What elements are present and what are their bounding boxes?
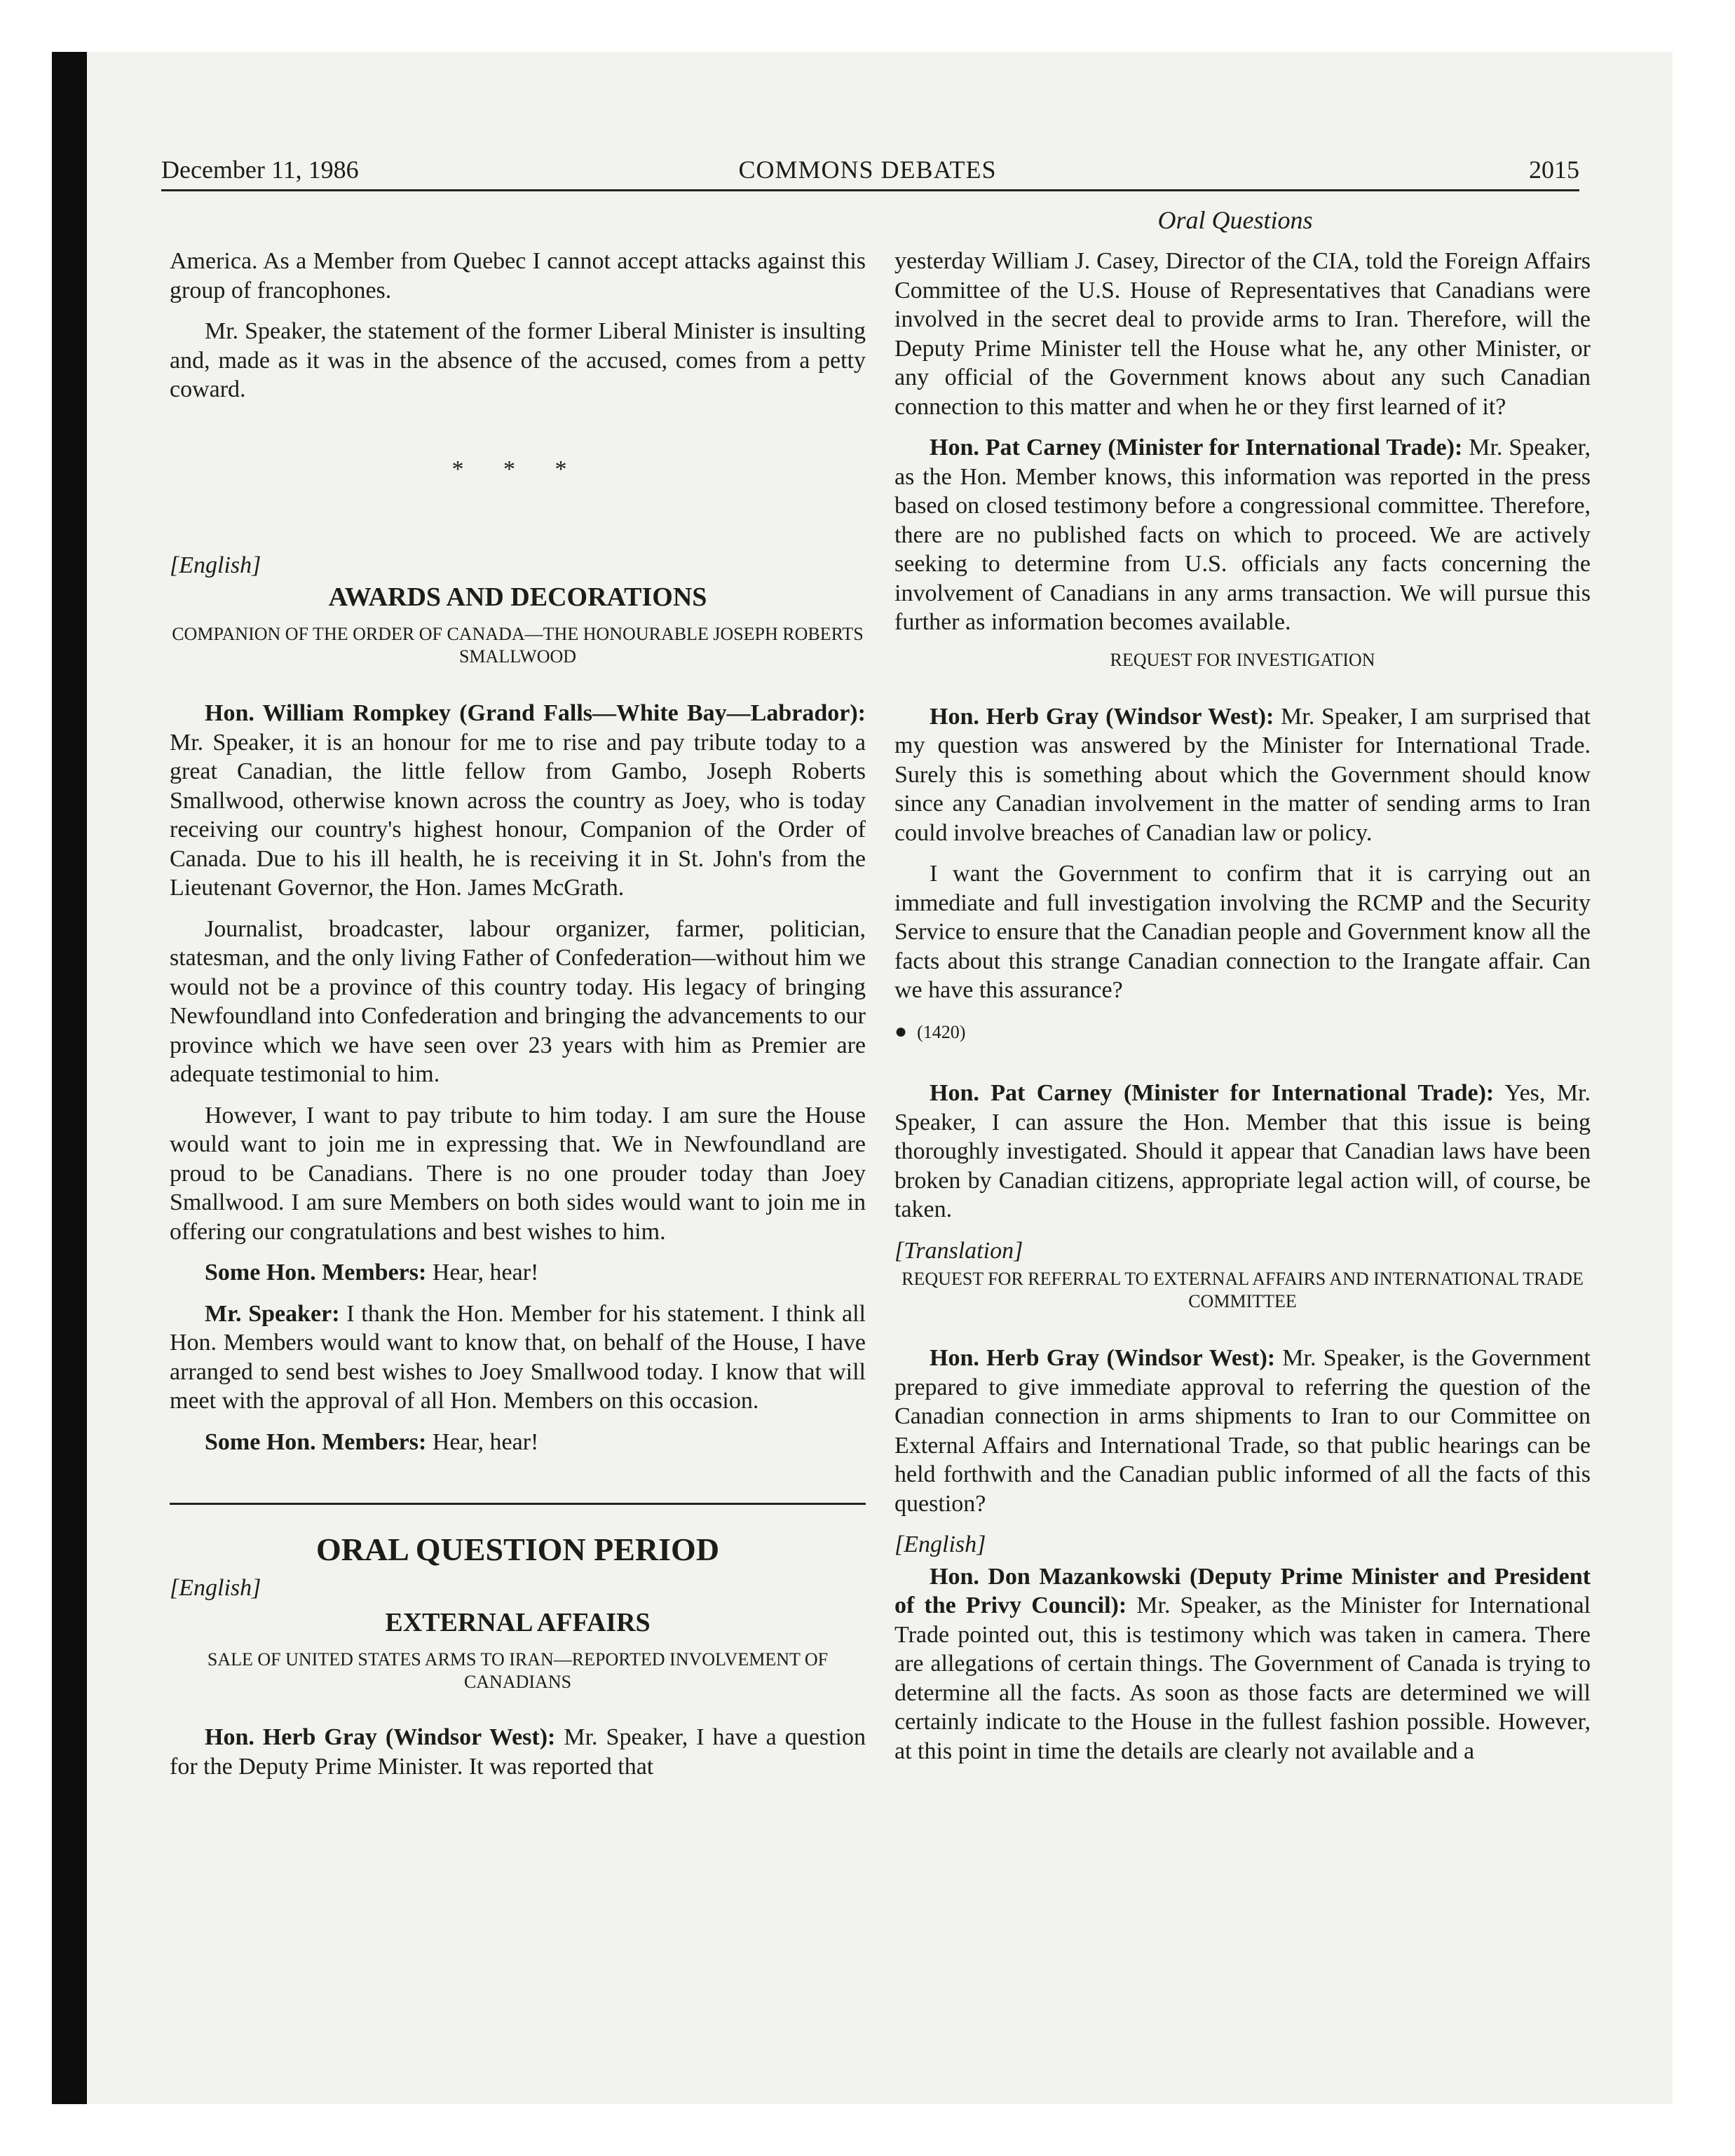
speech-text: Mr. Speaker, I have a question for the Deputy Prime Minister. It was reported that (170, 1724, 866, 1780)
paragraph: Mr. Speaker, the statement of the former Liberal Minister is insulting and, made as it was in the absence of the accused, comes from a petty coward. (170, 318, 866, 402)
paragraph (170, 1723, 866, 1781)
speech-text: Mr. Speaker, as the Hon. Member knows, this information was reported in the press based on closed testimony before a congressional committee. Therefore, there are no published facts on which to proceed. We are actively seeking to determine from U.S. officials any facts concerning the involvement of Canadians in any arms transaction. We will pursue this further as information becomes available. (894, 435, 1591, 635)
header-title: COMMONS DEBATES (738, 156, 997, 184)
paragraph: I want the Government to confirm that it is carrying out an immediate and full investigation involving the RCMP and the Security Service to ensure that the Canadian people and Government know all the facts about this strange Canadian connection to the Irangate affair. Can we have this assurance? (894, 861, 1591, 1003)
speaker-name: Hon. William Rompkey (Grand Falls—White Bay—Labrador): (205, 700, 866, 726)
speaker-name: Hon. Herb Gray (Windsor West): (930, 703, 1274, 730)
oral-question-period-heading: ORAL QUESTION PERIOD (315, 1531, 720, 1567)
speaker-name: Some Hon. Members: (205, 1260, 427, 1285)
subheading: REQUEST FOR INVESTIGATION (1110, 649, 1375, 670)
speech-text: Hear, hear! (426, 1428, 539, 1455)
section-heading: AWARDS AND DECORATIONS (328, 582, 707, 612)
paragraph: America. As a Member from Quebec I cannot accept attacks against this group of francophones. (170, 248, 866, 303)
paragraph (894, 433, 1591, 637)
section-rule (170, 1503, 866, 1505)
bullet-icon: ● (894, 1019, 908, 1043)
time-marker-text: (1420) (917, 1021, 966, 1042)
subheading: REQUEST FOR REFERRAL TO EXTERNAL AFFAIRS AND INTERNATIONAL TRADE COMMITTEE (901, 1269, 1584, 1311)
speaker-name: Hon. Pat Carney (Minister for International Trade): (930, 435, 1463, 460)
paragraph (894, 1344, 1591, 1518)
subheading: SALE OF UNITED STATES ARMS TO IRAN—REPORTED INVOLVEMENT OF CANADIANS (207, 1649, 829, 1692)
speaker-name: Hon. Herb Gray (Windsor West): (930, 1345, 1276, 1371)
section-separator: * * * (451, 456, 584, 482)
language-tag: [English] (894, 1531, 986, 1557)
paragraph (170, 699, 866, 903)
paragraph: Journalist, broadcaster, labour organizer, farmer, politician, statesman, and the only living Father of Confederation—without him we would not be a province of this country today. His legacy of bringing Newfoundland into Confederation and bringing the advancements to our province which we have seen over 23 years with him as Premier are adequate testimonial to him. (170, 915, 866, 1087)
speech-text: Hear, hear! (426, 1260, 539, 1285)
language-tag: [English] (170, 552, 261, 578)
paragraph (170, 1428, 866, 1457)
speaker-name: Hon. Pat Carney (Minister for International Trade): (930, 1080, 1495, 1106)
speaker-name: Hon. Herb Gray (Windsor West): (205, 1724, 556, 1750)
header-page-number: 2015 (1529, 156, 1579, 184)
language-tag: [English] (170, 1575, 261, 1601)
speech-text: I thank the Hon. Member for his statement. I think all Hon. Members would want to know that, on behalf of the House, I have arranged to send best wishes to Joey Smallwood today. I know that will meet with the approval of all Hon. Members on this occasion. (170, 1300, 866, 1414)
paragraph (170, 1299, 866, 1416)
paragraph (894, 1562, 1591, 1766)
section-tag: Oral Questions (1157, 206, 1313, 234)
paragraph (894, 1079, 1591, 1224)
speaker-name: Mr. Speaker: (205, 1300, 340, 1327)
speech-text: Mr. Speaker, I am surprised that my question was answered by the Minister for International Trade. Surely this is something about which the Government should know since any Canadian involvement in the matter of sending arms to Iran could involve breaches of Canadian law or policy. (894, 703, 1591, 846)
paragraph (170, 1258, 866, 1288)
paragraph (894, 702, 1591, 848)
language-tag: [Translation] (894, 1237, 1023, 1264)
section-heading: EXTERNAL AFFAIRS (385, 1607, 651, 1637)
time-marker (894, 1017, 1591, 1047)
scan-edge-bar (52, 52, 87, 2104)
header-date: December 11, 1986 (161, 156, 359, 184)
speech-text: Mr. Speaker, it is an honour for me to rise and pay tribute today to a great Canadian, the little fellow from Gambo, Joseph Roberts Smallwood, otherwise known across the country as Joey, who is today receiving our country's highest honour, Companion of the Order of Canada. Due to his ill health, he is receiving it in St. John's from the Lieutenant Governor, the Hon. James McGrath. (170, 729, 866, 901)
speaker-name: Some Hon. Members: (205, 1428, 427, 1455)
speaker-name: Hon. Don Mazankowski (Deputy Prime Minister and President of the Privy Council): (894, 1563, 1591, 1618)
paragraph: yesterday William J. Casey, Director of the CIA, told the Foreign Affairs Committee of the U.S. House of Representatives that Canadians were involved in the secret deal to provide arms to Iran. Therefore, will the Deputy Prime Minister tell the House what he, any other Minister, or any official of the Government knows about any such Canadian connection to this matter and when he or they first learned of it? (894, 248, 1591, 420)
header-rule (161, 189, 1579, 191)
left-column (170, 247, 866, 1793)
right-column (894, 247, 1591, 1778)
paragraph: However, I want to pay tribute to him today. I am sure the House would want to join me in expressing that. We in Newfoundland are proud to be Canadians. There is no one prouder today than Joey Smallwood. I am sure Members on both sides would want to join me in offering our congratulations and best wishes to him. (170, 1102, 866, 1245)
speech-text: Yes, Mr. Speaker, I can assure the Hon. Member that this issue is being thoroughly investigated. Should it appear that Canadian laws have been broken by Canadian citizens, appropriate legal action will, of course, be taken. (894, 1080, 1591, 1222)
subheading: COMPANION OF THE ORDER OF CANADA—THE HONOURABLE JOSEPH ROBERTS SMALLWOOD (172, 624, 864, 667)
speech-text: Mr. Speaker, as the Minister for International Trade pointed out, this is testimony which was taken in camera. There are allegations of certain things. The Government of Canada is trying to determine all the facts. As soon as those facts are determined we will certainly indicate to the House in the fullest fashion possible. However, at this point in time the details are clearly not available and a (894, 1592, 1591, 1764)
speech-text: Mr. Speaker, is the Government prepared to give immediate approval to referring the question of the Canadian connection in arms shipments to Iran to our Committee on External Affairs and International Trade, so that public hearings can be held forthwith and the Canadian public informed of all the facts of this question? (894, 1345, 1591, 1517)
